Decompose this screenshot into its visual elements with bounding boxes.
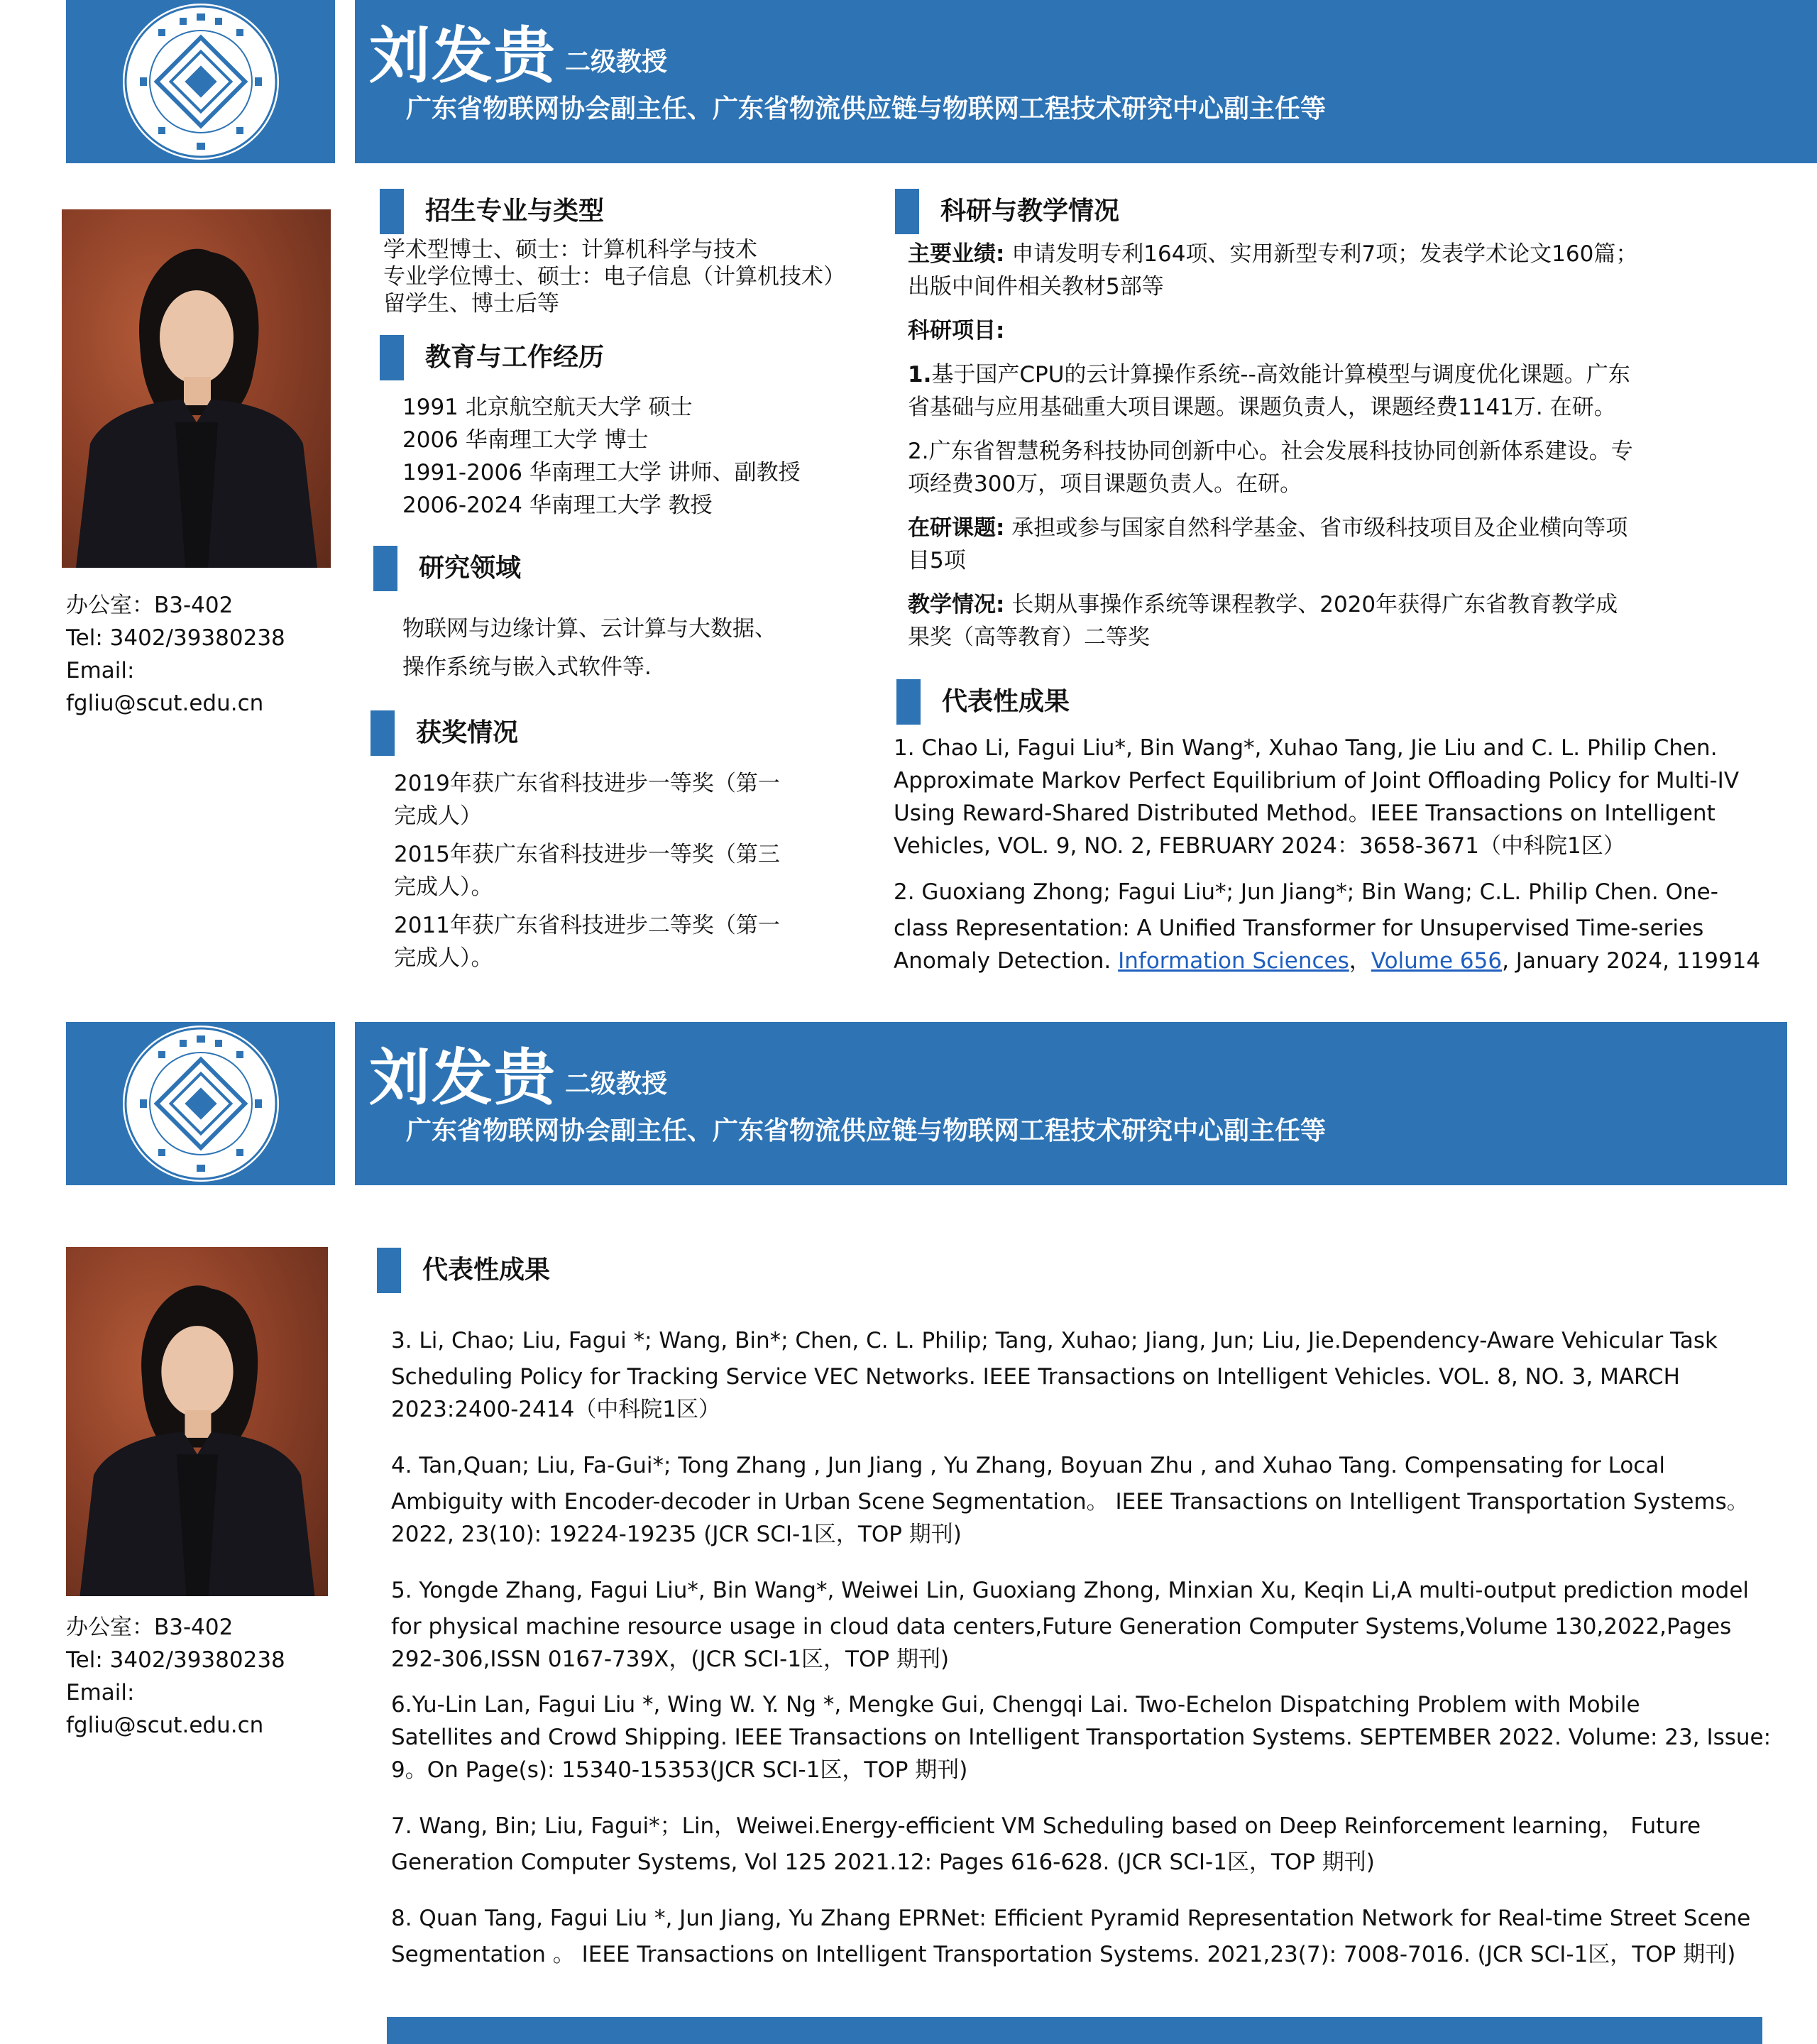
ongoing-text: 承担或参与国家自然科学基金、省市级科技项目及企业横向等项 <box>1004 515 1628 541</box>
person-titles: 广东省物联网协会副主任、广东省物流供应链与物联网工程技术研究中心副主任等 <box>406 1116 1327 1145</box>
achievement-line: class Representation: A Unified Transformer for Unsupervised Time-series <box>894 916 1704 941</box>
header-banner <box>355 1022 1787 1185</box>
main-achievements-line <box>908 238 1637 270</box>
projects-label: 科研项目: <box>908 318 1005 344</box>
section-title: 获奖情况 <box>416 718 519 747</box>
school-seal-icon <box>123 1026 279 1182</box>
person-rank: 二级教授 <box>565 1070 668 1099</box>
section-bar <box>380 335 404 380</box>
header-banner <box>355 0 1817 163</box>
project-text: 基于国产CPU的云计算操作系统--高效能计算模型与调度优化课题。广东 <box>931 362 1630 388</box>
project-number: 1. <box>908 362 932 388</box>
email-label: Email: <box>66 1680 135 1705</box>
achievement-text: , January 2024, 119914 <box>1502 948 1761 974</box>
project-line <box>908 358 1630 391</box>
tel-text: Tel: 3402/39380238 <box>66 1647 285 1673</box>
project-line: 省基础与应用基础重大项目课题。课题负责人，课题经费1141万. 在研。 <box>908 395 1616 420</box>
teaching-line: 果奖（高等教育）二等奖 <box>908 625 1150 650</box>
education-line: 1991 北京航空航天大学 硕士 <box>402 395 693 420</box>
section-title: 研究领域 <box>419 554 522 583</box>
teaching-text: 长期从事操作系统等课程教学、2020年获得广东省教育教学成 <box>1004 592 1618 617</box>
section-title: 代表性成果 <box>942 687 1070 716</box>
enrollment-line: 专业学位博士、硕士：电子信息（计算机技术） <box>383 264 845 290</box>
achievement-line: Satellites and Crowd Shipping. IEEE Transactions on Intelligent Transportation Systems. SEPTEMBER 2022. Volume: 23, Issue: <box>391 1725 1772 1750</box>
section-bar <box>380 189 404 234</box>
award-line: 2011年获广东省科技进步二等奖（第一 <box>394 913 780 938</box>
research-line: 物联网与边缘计算、云计算与大数据、 <box>402 616 776 642</box>
email-text[interactable]: fgliu@scut.edu.cn <box>66 691 264 716</box>
achievement-line: 4. Tan,Quan; Liu, Fa-Gui*; Tong Zhang , Jun Jiang , Yu Zhang, Boyuan Zhu , and Xuhao Tang. Compensating for Local <box>391 1453 1665 1478</box>
section-bar <box>896 679 921 725</box>
school-seal-icon <box>123 4 279 160</box>
education-line: 2006 华南理工大学 博士 <box>402 427 649 453</box>
achievement-line: Generation Computer Systems, Vol 125 2021.12: Pages 616-628. (JCR SCI-1区，TOP 期刊) <box>391 1850 1375 1875</box>
teaching-label: 教学情况: <box>908 592 1005 617</box>
achievement-line: 8. Quan Tang, Fagui Liu *, Jun Jiang, Yu Zhang EPRNet: Efficient Pyramid Representation Network for Real-time Street Scene <box>391 1906 1751 1931</box>
tel-text: Tel: 3402/39380238 <box>66 625 285 651</box>
achievement-line <box>894 945 1760 977</box>
achievement-line: 1. Chao Li, Fagui Liu*, Bin Wang*, Xuhao Tang, Jie Liu and C. L. Philip Chen. <box>894 735 1718 761</box>
achievement-text: Anomaly Detection. <box>894 948 1119 974</box>
person-name: 刘发贵 <box>369 1043 556 1114</box>
achievement-line: Scheduling Policy for Tracking Service VEC Networks. IEEE Transactions on Intelligent Vehicles. VOL. 8, NO. 3, MARCH <box>391 1364 1680 1390</box>
education-line: 1991-2006 华南理工大学 讲师、副教授 <box>402 460 801 485</box>
project-line: 项经费300万，项目课题负责人。在研。 <box>908 471 1302 497</box>
enrollment-line: 学术型博士、硕士：计算机科学与技术 <box>383 237 757 263</box>
portrait-photo <box>66 1247 328 1596</box>
award-line: 完成人）。 <box>394 945 493 971</box>
achievement-line: Approximate Markov Perfect Equilibrium of Joint Offloading Policy for Multi-IV <box>894 768 1740 793</box>
footer-bar <box>387 2017 1762 2044</box>
logo-panel <box>66 0 335 163</box>
logo-panel <box>66 1022 335 1185</box>
main-achievements-line: 出版中间件相关教材5部等 <box>908 274 1164 300</box>
enrollment-line: 留学生、博士后等 <box>383 291 559 317</box>
section-bar <box>370 710 395 756</box>
section-bar <box>373 546 397 591</box>
journal-link[interactable]: Information Sciences <box>1118 948 1349 974</box>
award-line: 2019年获广东省科技进步一等奖（第一 <box>394 771 780 796</box>
email-text[interactable]: fgliu@scut.edu.cn <box>66 1713 264 1738</box>
achievement-line: Segmentation 。 IEEE Transactions on Intelligent Transportation Systems. 2021,23(7): 7008-7016. (JCR SCI-1区，TOP 期刊) <box>391 1942 1736 1967</box>
ongoing-label: 在研课题: <box>908 515 1005 541</box>
main-achievements-text: 申请发明专利164项、实用新型专利7项；发表学术论文160篇； <box>1004 241 1638 267</box>
section-title: 代表性成果 <box>422 1255 551 1285</box>
achievement-line: 5. Yongde Zhang, Fagui Liu*, Bin Wang*, Weiwei Lin, Guoxiang Zhong, Minxian Xu, Keqin Li,A multi-output prediction model <box>391 1578 1750 1603</box>
office-text: 办公室：B3-402 <box>66 593 234 618</box>
achievement-line: Using Reward-Shared Distributed Method。IEEE Transactions on Intelligent <box>894 801 1716 826</box>
achievement-line: Vehicles, VOL. 9, NO. 2, FEBRUARY 2024：3658-3671（中科院1区） <box>894 833 1625 859</box>
award-line: 完成人） <box>394 803 482 829</box>
achievement-line: 2. Guoxiang Zhong; Fagui Liu*; Jun Jiang*; Bin Wang; C.L. Philip Chen. One- <box>894 879 1718 905</box>
person-rank: 二级教授 <box>565 48 668 77</box>
achievement-line: 6.Yu-Lin Lan, Fagui Liu *, Wing W. Y. Ng *, Mengke Gui, Chengqi Lai. Two-Echelon Dispatching Problem with Mobile <box>391 1692 1640 1718</box>
section-bar <box>377 1248 401 1293</box>
achievement-line: 2023:2400-2414（中科院1区） <box>391 1397 721 1422</box>
person-titles: 广东省物联网协会副主任、广东省物流供应链与物联网工程技术研究中心副主任等 <box>406 94 1327 123</box>
ongoing-line: 目5项 <box>908 548 966 573</box>
section-title: 教育与工作经历 <box>425 343 605 372</box>
achievement-line: Ambiguity with Encoder-decoder in Urban Scene Segmentation。 IEEE Transactions on Intelligent Transportation Systems。 <box>391 1489 1749 1515</box>
section-bar <box>895 189 919 234</box>
person-name: 刘发贵 <box>369 21 556 92</box>
achievement-line: 2022, 23(10): 19224-19235 (JCR SCI-1区，TOP 期刊) <box>391 1522 962 1547</box>
achievement-line: 3. Li, Chao; Liu, Fagui *; Wang, Bin*; Chen, C. L. Philip; Tang, Xuhao; Jiang, Jun; Liu, Jie.Dependency-Aware Vehicular Task <box>391 1328 1718 1353</box>
email-label: Email: <box>66 658 135 683</box>
portrait-photo <box>62 209 331 568</box>
achievement-line: 7. Wang, Bin; Liu, Fagui*；Lin，Weiwei.Energy-efficient VM Scheduling based on Deep Reinforcement learning， Future <box>391 1813 1701 1839</box>
main-achievements-label: 主要业绩: <box>908 241 1005 267</box>
research-line: 操作系统与嵌入式软件等. <box>402 654 652 680</box>
volume-link[interactable]: Volume 656 <box>1371 948 1503 974</box>
project-line: 2.广东省智慧税务科技协同创新中心。社会发展科技协同创新体系建设。专 <box>908 439 1633 464</box>
award-line: 完成人）。 <box>394 874 493 900</box>
separator: ， <box>1349 948 1371 974</box>
achievement-line: 9。On Page(s): 15340-15353(JCR SCI-1区，TOP 期刊) <box>391 1757 968 1783</box>
teaching-line <box>908 588 1618 621</box>
education-line: 2006-2024 华南理工大学 教授 <box>402 493 713 518</box>
ongoing-line <box>908 512 1627 544</box>
section-title: 科研与教学情况 <box>940 197 1120 226</box>
office-text: 办公室：B3-402 <box>66 1615 234 1640</box>
award-line: 2015年获广东省科技进步一等奖（第三 <box>394 842 780 867</box>
achievement-line: 292-306,ISSN 0167-739X，(JCR SCI-1区，TOP 期刊) <box>391 1647 950 1672</box>
section-title: 招生专业与类型 <box>425 197 605 226</box>
achievement-line: for physical machine resource usage in cloud data centers,Future Generation Computer Systems,Volume 130,2022,Pages <box>391 1614 1732 1639</box>
